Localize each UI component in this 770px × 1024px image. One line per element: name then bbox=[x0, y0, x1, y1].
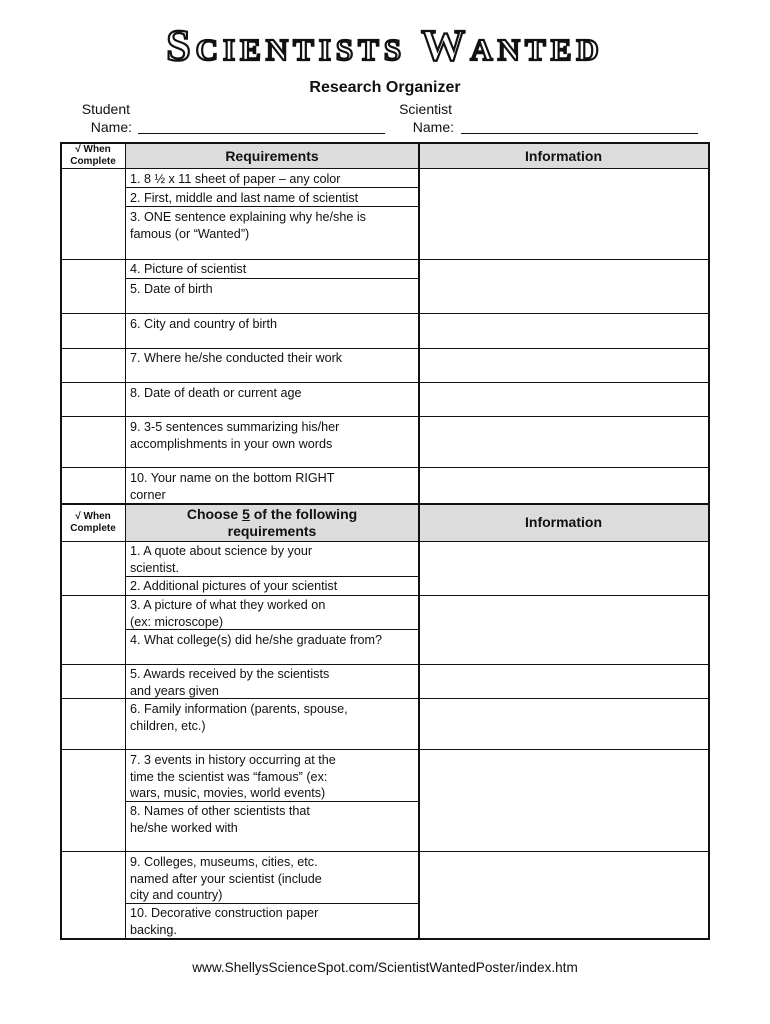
optional-requirement-6: 6. Family information (parents, spouse, children, etc.) bbox=[130, 702, 348, 733]
optional-requirement-8: 8. Names of other scientists that he/she worked with bbox=[130, 804, 310, 835]
check-label-line2: Complete bbox=[70, 156, 116, 167]
row-divider bbox=[60, 259, 710, 260]
information-header-2: Information bbox=[525, 514, 602, 530]
requirement-2: 2. First, middle and last name of scientist bbox=[130, 191, 359, 205]
row-divider bbox=[60, 664, 710, 665]
optional-requirement-2: 2. Additional pictures of your scientist bbox=[130, 579, 338, 593]
requirement-8: 8. Date of death or current age bbox=[130, 386, 302, 400]
row-divider bbox=[126, 278, 418, 279]
requirement-4: 4. Picture of scientist bbox=[130, 262, 247, 276]
page-title-text: Scientists Wanted bbox=[166, 21, 604, 70]
requirement-1: 1. 8 ½ x 11 sheet of paper – any color bbox=[130, 172, 341, 186]
optional-requirement-4: 4. What college(s) did he/she graduate from? bbox=[130, 633, 383, 647]
section-divider bbox=[60, 503, 710, 505]
footer-url[interactable]: www.ShellysScienceSpot.com/ScientistWantedPoster/index.htm bbox=[192, 960, 578, 975]
check-label-line1: √ When bbox=[75, 511, 111, 522]
scientist-label-1: Scientist bbox=[399, 101, 452, 117]
requirement-5: 5. Date of birth bbox=[130, 282, 213, 296]
scientist-name-field[interactable] bbox=[461, 133, 698, 134]
optional-requirement-3: 3. A picture of what they worked on (ex: microscope) bbox=[130, 598, 326, 629]
scientist-label-2: Name: bbox=[412, 119, 454, 135]
row-divider bbox=[60, 595, 710, 596]
student-label-1: Student bbox=[81, 101, 130, 117]
choose-header bbox=[126, 506, 418, 540]
choose-line2: requirements bbox=[227, 523, 317, 539]
optional-requirement-10: 10. Decorative construction paper backing. bbox=[130, 906, 319, 937]
row-divider bbox=[60, 541, 710, 542]
requirement-6: 6. City and country of birth bbox=[130, 317, 277, 331]
page-title bbox=[95, 14, 675, 74]
optional-requirement-9: 9. Colleges, museums, cities, etc. named after your scientist (include city and country) bbox=[130, 855, 322, 903]
row-divider bbox=[60, 313, 710, 314]
optional-requirement-1: 1. A quote about science by your scientist. bbox=[130, 544, 313, 575]
choose-number: 5 bbox=[242, 506, 250, 522]
information-header: Information bbox=[525, 148, 602, 164]
check-label-line2: Complete bbox=[70, 523, 116, 534]
requirement-9: 9. 3-5 sentences summarizing his/her accomplishments in your own words bbox=[130, 420, 340, 451]
student-label-2: Name: bbox=[90, 119, 132, 135]
row-divider bbox=[60, 348, 710, 349]
requirement-3: 3. ONE sentence explaining why he/she is famous (or “Wanted”) bbox=[130, 210, 366, 241]
optional-requirement-5: 5. Awards received by the scientists and years given bbox=[130, 667, 330, 698]
optional-requirement-7: 7. 3 events in history occurring at the time the scientist was “famous” (ex: wars, music, movies, world events) bbox=[130, 753, 336, 801]
row-divider bbox=[60, 851, 710, 852]
row-divider bbox=[60, 382, 710, 383]
subtitle: Research Organizer bbox=[309, 79, 461, 96]
table1-check-label bbox=[61, 144, 125, 168]
row-divider bbox=[60, 168, 710, 169]
choose-suffix: of the following bbox=[249, 506, 358, 522]
choose-prefix: Choose bbox=[186, 506, 243, 522]
requirements-header: Requirements bbox=[225, 148, 319, 164]
requirement-10: 10. Your name on the bottom RIGHT corner bbox=[130, 471, 335, 502]
row-divider bbox=[60, 416, 710, 417]
row-divider bbox=[60, 467, 710, 468]
check-label-line1: √ When bbox=[75, 144, 111, 155]
student-name-field[interactable] bbox=[138, 133, 385, 134]
row-divider bbox=[60, 749, 710, 750]
requirement-7: 7. Where he/she conducted their work bbox=[130, 351, 343, 365]
table2-check-label bbox=[61, 511, 125, 535]
